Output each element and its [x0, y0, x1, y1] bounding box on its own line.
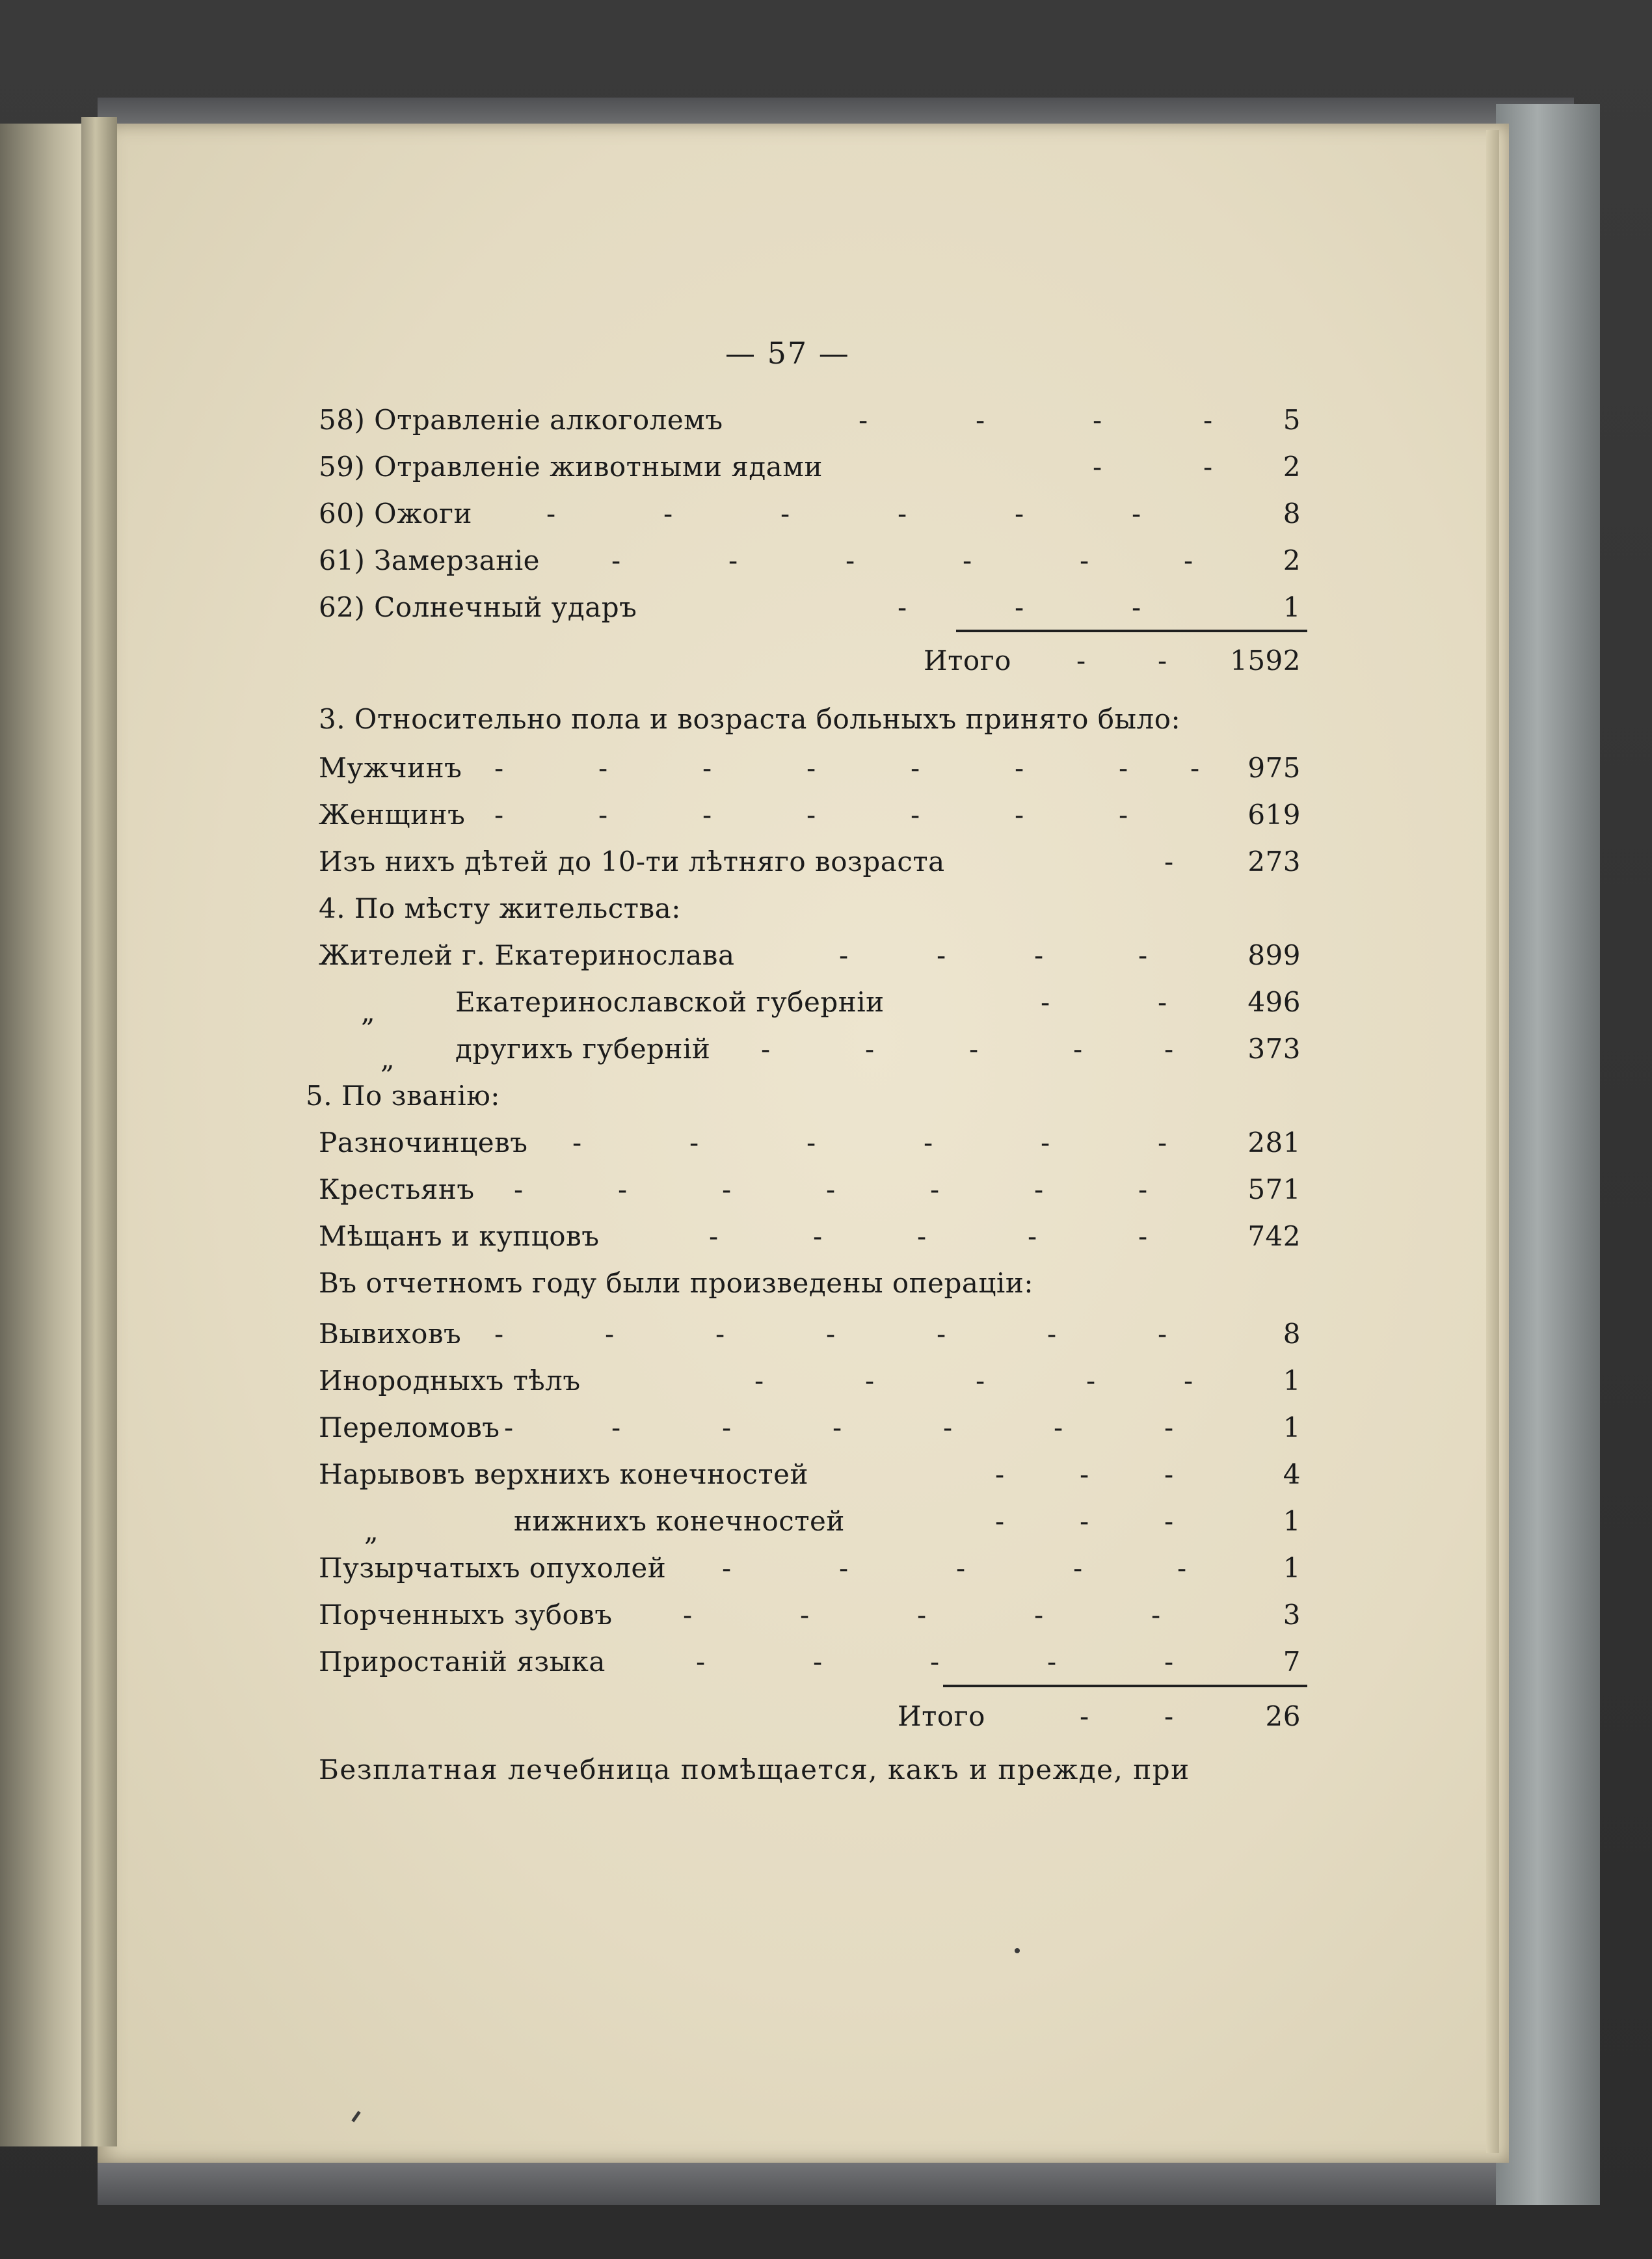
- leader-dash: -: [1073, 1552, 1083, 1584]
- leader-dash: -: [826, 1173, 836, 1205]
- book-bottom-edge: [98, 2159, 1574, 2205]
- leader-dash: -: [1164, 1458, 1174, 1490]
- page-right-edge: [1486, 130, 1499, 2153]
- leader-dash: -: [1015, 752, 1024, 784]
- leader-dash: -: [924, 1127, 933, 1158]
- leader-dash: -: [1158, 645, 1167, 676]
- leader-dash: -: [683, 1599, 693, 1631]
- row-value: 571: [1247, 1173, 1301, 1205]
- leader-dash: -: [780, 498, 790, 529]
- leader-dash: -: [1080, 544, 1089, 576]
- leader-dash: -: [1047, 1318, 1057, 1350]
- leader-dash: -: [572, 1127, 582, 1158]
- leader-dash: -: [504, 1411, 514, 1443]
- section-heading: Въ отчетномъ году были произведены операціи:: [319, 1267, 1033, 1299]
- leader-dash: -: [937, 939, 946, 971]
- leader-dash: -: [976, 1365, 985, 1397]
- leader-dash: -: [1164, 1033, 1174, 1065]
- row-value: 373: [1247, 1033, 1301, 1065]
- leader-dash: -: [930, 1646, 940, 1678]
- leader-dash: -: [494, 752, 504, 784]
- row-label: Мужчинъ: [319, 752, 462, 784]
- book-cover-edge: [1496, 104, 1600, 2205]
- leader-dash: -: [1190, 752, 1200, 784]
- leader-dash: -: [1047, 1646, 1057, 1678]
- leader-dash: -: [1054, 1411, 1063, 1443]
- ditto-mark: „: [361, 996, 376, 1028]
- leader-dash: -: [806, 1127, 816, 1158]
- leader-dash: -: [598, 752, 608, 784]
- leader-dash: -: [1138, 1173, 1148, 1205]
- leader-dash: -: [1073, 1033, 1083, 1065]
- page-number: — 57 —: [725, 336, 850, 371]
- row-label: 59) Отравленіе животными ядами: [319, 451, 823, 483]
- leader-dash: -: [930, 1173, 940, 1205]
- row-label: Порченныхъ зубовъ: [319, 1599, 613, 1631]
- leader-dash: -: [1158, 986, 1167, 1018]
- row-label: Изъ нихъ дѣтей до 10-ти лѣтняго возраста: [319, 846, 945, 877]
- leader-dash: -: [1080, 1505, 1089, 1537]
- leader-dash: -: [709, 1220, 719, 1252]
- leader-dash: -: [1034, 1599, 1044, 1631]
- leader-dash: -: [1015, 498, 1024, 529]
- row-label: Вывиховъ: [319, 1318, 462, 1350]
- leader-dash: -: [696, 1646, 706, 1678]
- leader-dash: -: [722, 1411, 732, 1443]
- leader-dash: -: [1158, 1127, 1167, 1158]
- row-value: 1: [1283, 591, 1301, 623]
- leader-dash: -: [1184, 544, 1193, 576]
- leader-dash: -: [715, 1318, 725, 1350]
- leader-dash: -: [898, 498, 907, 529]
- leader-dash: -: [702, 752, 712, 784]
- total-rule: [956, 630, 1307, 632]
- section-heading: 5. По званію:: [306, 1080, 500, 1112]
- row-label: нижнихъ конечностей: [514, 1505, 845, 1537]
- row-label: Нарывовъ верхнихъ конечностей: [319, 1458, 808, 1490]
- book-gutter: [81, 117, 117, 2146]
- leader-dash: -: [546, 498, 556, 529]
- leader-dash: -: [1041, 986, 1050, 1018]
- ditto-mark: „: [364, 1515, 379, 1547]
- leader-dash: -: [1164, 1646, 1174, 1678]
- leader-dash: -: [1015, 799, 1024, 831]
- leader-dash: -: [826, 1318, 836, 1350]
- leader-dash: -: [1041, 1127, 1050, 1158]
- leader-dash: -: [898, 591, 907, 623]
- row-label: Жителей г. Екатеринослава: [319, 939, 735, 971]
- leader-dash: -: [800, 1599, 810, 1631]
- row-label: Инородныхъ тѣлъ: [319, 1365, 581, 1397]
- leader-dash: -: [839, 1552, 849, 1584]
- row-value: 281: [1247, 1127, 1301, 1158]
- row-value: 8: [1283, 498, 1301, 529]
- leader-dash: -: [1119, 752, 1128, 784]
- row-label: Мѣщанъ и купцовъ: [319, 1220, 600, 1252]
- row-value: 1: [1283, 1505, 1301, 1537]
- continuation-line: Безплатная лечебница помѣщается, какъ и прежде, при: [319, 1754, 1190, 1785]
- section-heading: 3. Относительно пола и возраста больныхъ принято было:: [319, 703, 1181, 735]
- leader-dash: -: [1164, 846, 1174, 877]
- leader-dash: -: [1132, 498, 1141, 529]
- leader-dash: -: [1151, 1599, 1161, 1631]
- leader-dash: -: [1138, 939, 1148, 971]
- row-label: Крестьянъ: [319, 1173, 475, 1205]
- row-value: 496: [1247, 986, 1301, 1018]
- leader-dash: -: [833, 1411, 842, 1443]
- leader-dash: -: [1034, 939, 1044, 971]
- leader-dash: -: [1080, 1458, 1089, 1490]
- total-label: Итого: [898, 1700, 985, 1732]
- row-label: другихъ губерній: [455, 1033, 711, 1065]
- row-value: 1: [1283, 1411, 1301, 1443]
- leader-dash: -: [1086, 1365, 1096, 1397]
- row-label: Женщинъ: [319, 799, 466, 831]
- leader-dash: -: [1093, 404, 1102, 436]
- leader-dash: -: [956, 1552, 966, 1584]
- leader-dash: -: [1132, 591, 1141, 623]
- leader-dash: -: [494, 799, 504, 831]
- row-value: 5: [1283, 404, 1301, 436]
- row-label: Екатеринославской губерніи: [455, 986, 885, 1018]
- leader-dash: -: [689, 1127, 699, 1158]
- leader-dash: -: [1034, 1173, 1044, 1205]
- leader-dash: -: [722, 1552, 732, 1584]
- leader-dash: -: [976, 404, 985, 436]
- leader-dash: -: [702, 799, 712, 831]
- row-value: 975: [1247, 752, 1301, 784]
- leader-dash: -: [1028, 1220, 1037, 1252]
- leader-dash: -: [813, 1220, 823, 1252]
- row-value: 273: [1247, 846, 1301, 877]
- leader-dash: -: [911, 799, 920, 831]
- leader-dash: -: [605, 1318, 615, 1350]
- leader-dash: -: [722, 1173, 732, 1205]
- leader-dash: -: [1093, 451, 1102, 483]
- row-value: 1: [1283, 1365, 1301, 1397]
- leader-dash: -: [618, 1173, 628, 1205]
- row-value: 2: [1283, 451, 1301, 483]
- leader-dash: -: [1164, 1700, 1174, 1732]
- total-label: Итого: [924, 645, 1011, 676]
- row-value: 7: [1283, 1646, 1301, 1678]
- leader-dash: -: [754, 1365, 764, 1397]
- leader-dash: -: [1119, 799, 1128, 831]
- leader-dash: -: [963, 544, 972, 576]
- leader-dash: -: [514, 1173, 524, 1205]
- leader-dash: -: [995, 1458, 1005, 1490]
- total-value: 1592: [1230, 645, 1301, 676]
- row-label: Пузырчатыхъ опухолей: [319, 1552, 667, 1584]
- leader-dash: -: [1203, 404, 1213, 436]
- leader-dash: -: [943, 1411, 953, 1443]
- leader-dash: -: [1164, 1411, 1174, 1443]
- row-value: 899: [1247, 939, 1301, 971]
- total-value: 26: [1265, 1700, 1301, 1732]
- leader-dash: -: [663, 498, 673, 529]
- row-label: Разночинцевъ: [319, 1127, 528, 1158]
- leader-dash: -: [611, 1411, 621, 1443]
- leader-dash: -: [1177, 1552, 1187, 1584]
- row-value: 742: [1247, 1220, 1301, 1252]
- row-value: 3: [1283, 1599, 1301, 1631]
- row-label: Переломовъ: [319, 1411, 500, 1443]
- leader-dash: -: [911, 752, 920, 784]
- leader-dash: -: [969, 1033, 979, 1065]
- leader-dash: -: [859, 404, 868, 436]
- row-label: 58) Отравленіе алкоголемъ: [319, 404, 723, 436]
- leader-dash: -: [598, 799, 608, 831]
- row-value: 4: [1283, 1458, 1301, 1490]
- leader-dash: -: [1164, 1505, 1174, 1537]
- leader-dash: -: [761, 1033, 771, 1065]
- leader-dash: -: [865, 1365, 875, 1397]
- leader-dash: -: [1203, 451, 1213, 483]
- leader-dash: -: [728, 544, 738, 576]
- leader-dash: -: [494, 1318, 504, 1350]
- leader-dash: -: [1080, 1700, 1089, 1732]
- section-heading: 4. По мѣсту жительства:: [319, 892, 681, 924]
- leader-dash: -: [611, 544, 621, 576]
- leader-dash: -: [806, 799, 816, 831]
- leader-dash: -: [865, 1033, 875, 1065]
- leader-dash: -: [1015, 591, 1024, 623]
- ditto-mark: „: [380, 1043, 395, 1075]
- leader-dash: -: [1184, 1365, 1193, 1397]
- row-value: 8: [1283, 1318, 1301, 1350]
- leader-dash: -: [917, 1220, 927, 1252]
- leader-dash: -: [917, 1599, 927, 1631]
- row-value: 2: [1283, 544, 1301, 576]
- row-label: 62) Солнечный ударъ: [319, 591, 637, 623]
- leader-dash: -: [806, 752, 816, 784]
- leader-dash: -: [1138, 1220, 1148, 1252]
- leader-dash: -: [839, 939, 849, 971]
- leader-dash: -: [846, 544, 855, 576]
- leader-dash: -: [1158, 1318, 1167, 1350]
- row-label: 61) Замерзаніе: [319, 544, 540, 576]
- leader-dash: -: [995, 1505, 1005, 1537]
- total-rule: [943, 1685, 1307, 1687]
- leader-dash: -: [1076, 645, 1086, 676]
- row-value: 1: [1283, 1552, 1301, 1584]
- row-label: 60) Ожоги: [319, 498, 473, 529]
- leader-dash: -: [813, 1646, 823, 1678]
- leader-dash: -: [937, 1318, 946, 1350]
- row-label: Приростаній языка: [319, 1646, 606, 1678]
- row-value: 619: [1247, 799, 1301, 831]
- ink-speck: [1015, 1948, 1020, 1953]
